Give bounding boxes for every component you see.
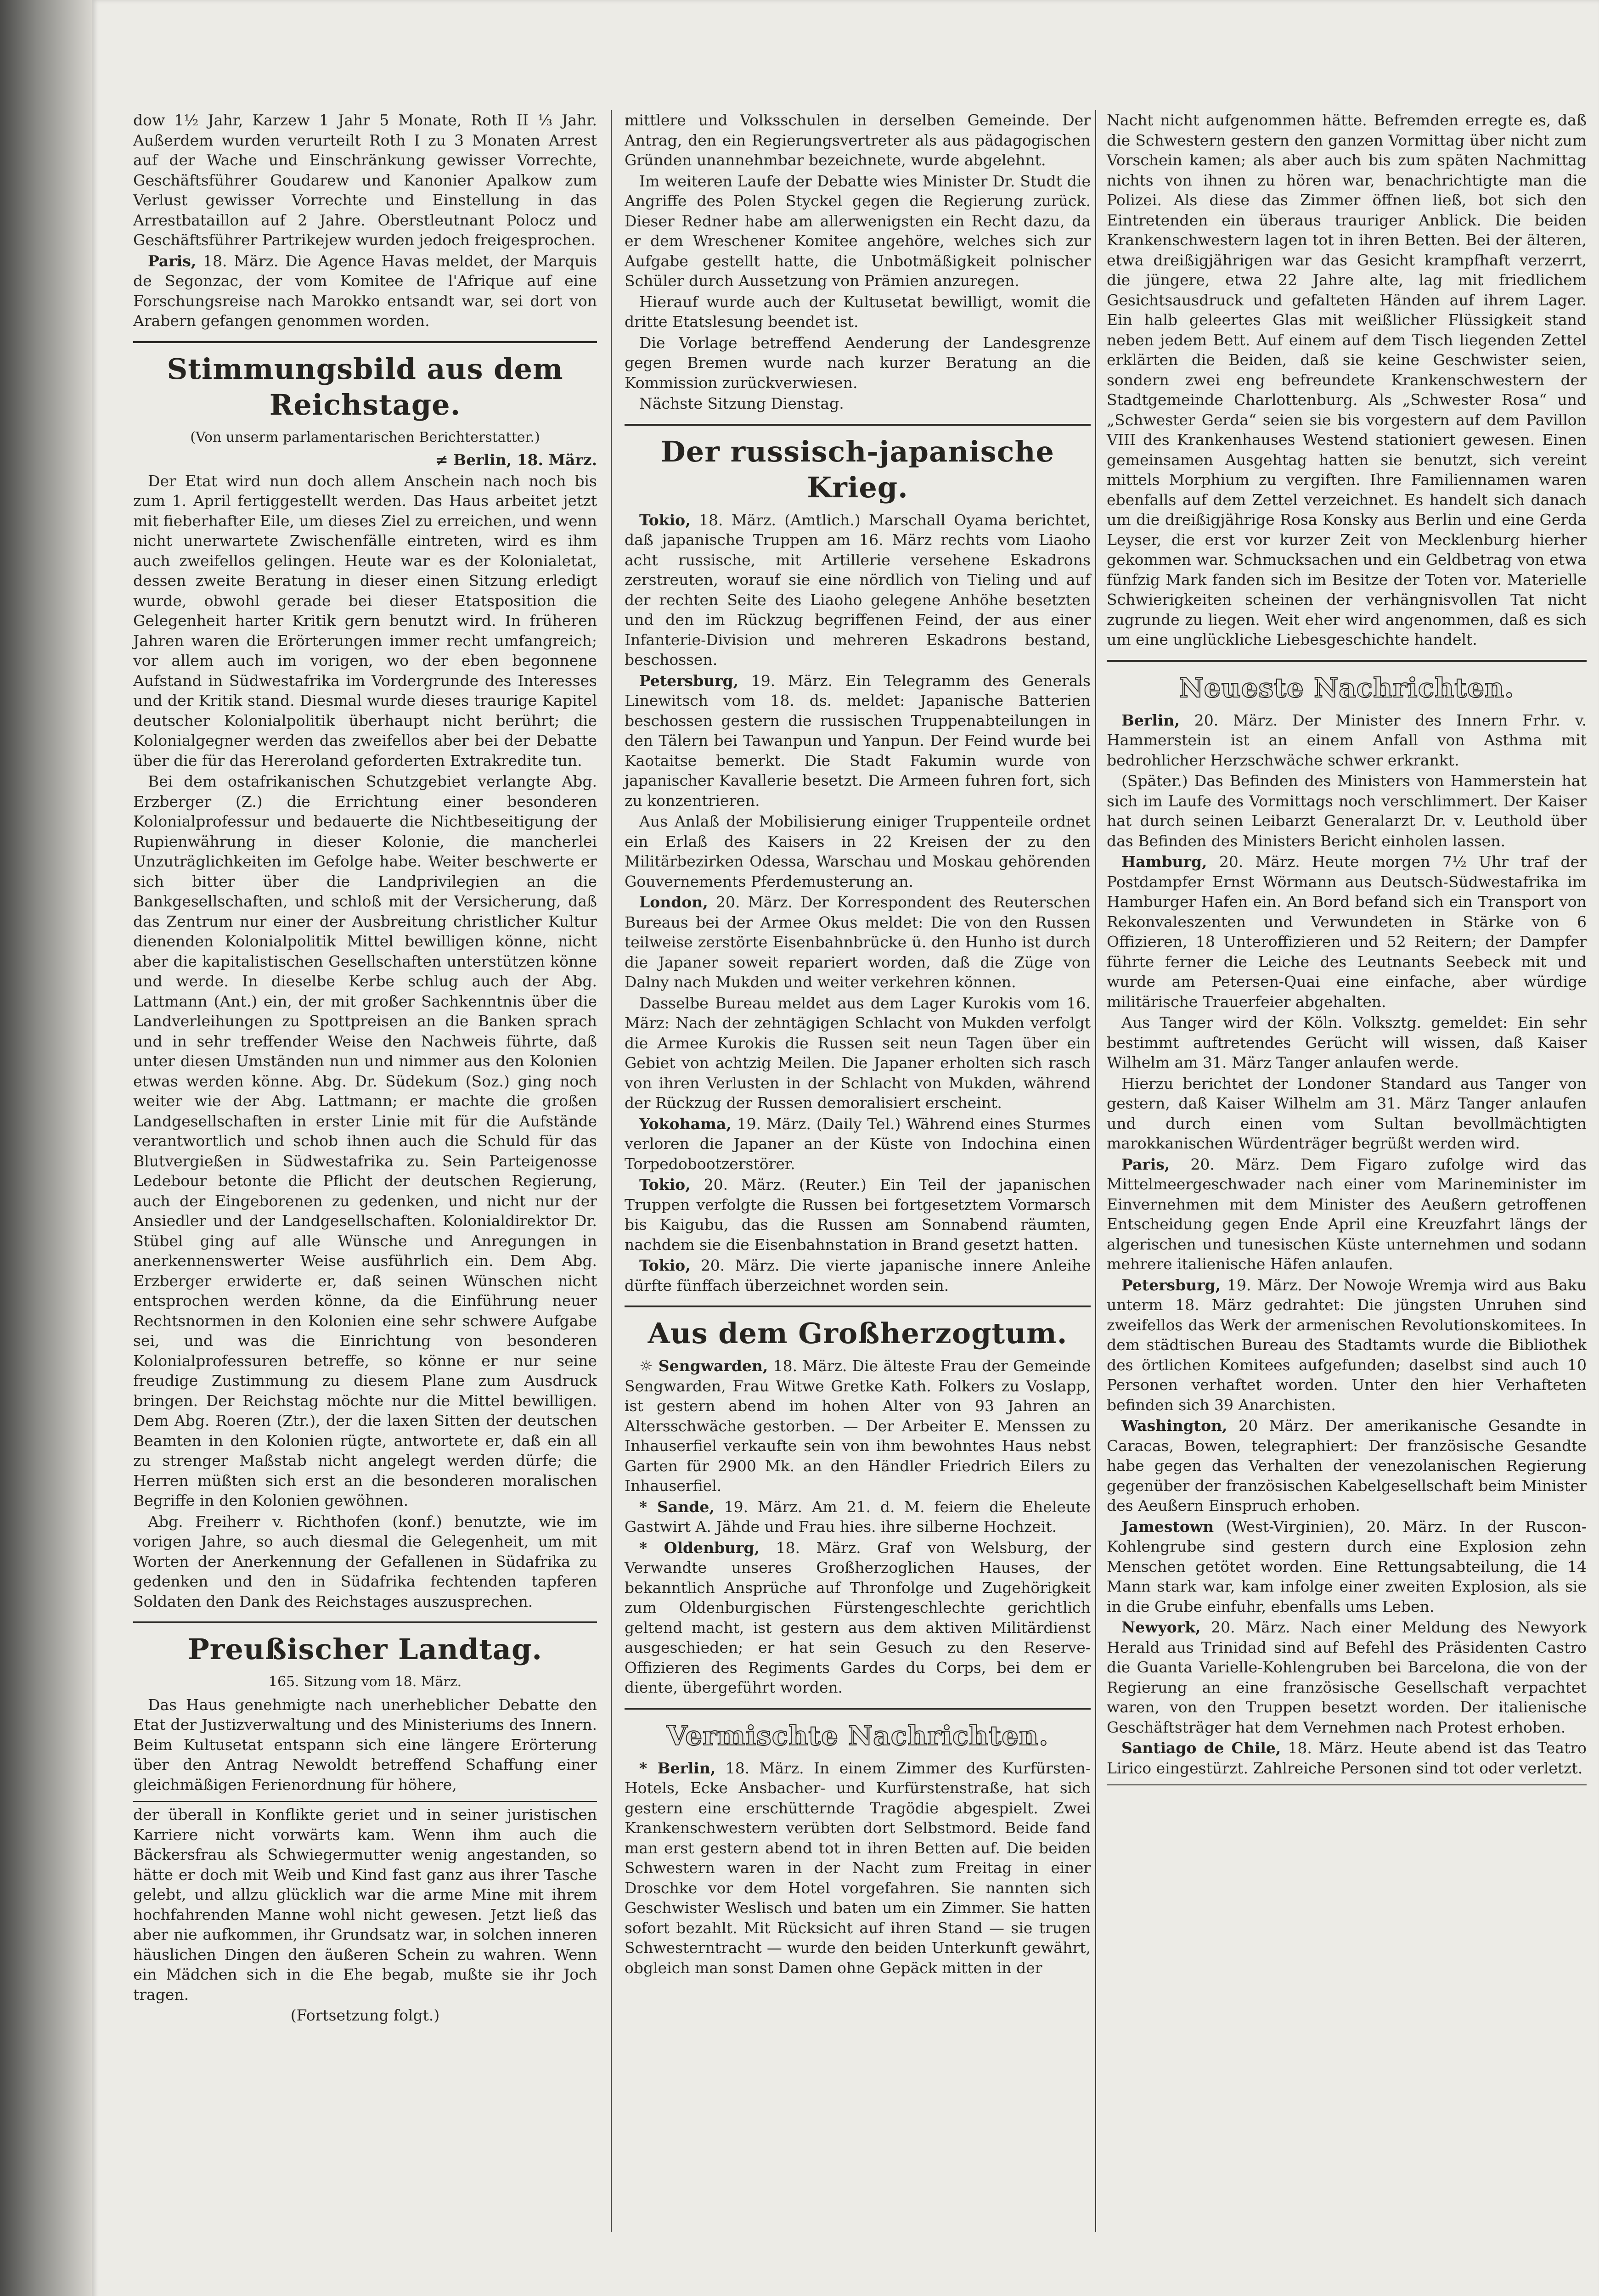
news-item: London, 20. März. Der Korrespondent des Reuterschen Bureaus bei der Armee Okus meldet: Die von den Russen teilweise zerstörte Eisenbahnbrücke ü. den Hunho ist durch die Japaner soweit repariert worden, daß die Züge von Dalny nach Mukden und weiter verkehren können. [625, 893, 1091, 991]
news-text: 18. März. Die Agence Havas meldet, der Marquis de Segonzac, der vom Komitee de l'Afrique auf eine Forschungsreise nach Marokko entsandt war, sei dort von Arabern gefangen genommen worden. [133, 252, 597, 330]
paragraph: Das Haus genehmigte nach unerheblicher Debatte den Etat der Justizverwaltung und des Ministeriums des Innern. Beim Kultusetat entspann sich eine längere Erörterung über den Antrag Newoldt betreffend Schaffung einer gleichmäßigen Ferienordnung für höhere, [133, 1695, 597, 1794]
column-3 [1107, 110, 1587, 1788]
column-divider [611, 110, 612, 2232]
article-continuation: dow 1½ Jahr, Karzew 1 Jahr 5 Monate, Roth II ⅓ Jahr. Außerdem wurden verurteilt Roth I zu 3 Monaten Arrest auf der Wache und Einschränkung gewisser Vorrechte, Geschäftsführer Goudarew und Kanonier Apalkow zum Verlust gewisser Vorrechte und Einstellung in das Arrestbataillon auf 2 Jahre. Oberstleutnant Polocz und Geschäftsführer Partrikejew wurden jedoch freigesprochen. [133, 111, 597, 249]
section-heading: Preußischer Landtag. [188, 1632, 542, 1666]
paragraph: Bei dem ostafrikanischen Schutzgebiet verlangte Abg. Erzberger (Z.) die Errichtung einer besonderen Kolonialprofessur und bedauerte die Nichtbeseitigung der Rupienwährung in dieser Kolonie, die mancherlei Unzuträglichkeiten im Gefolge habe. Weiter beschwerte er sich bitter über die Landprivilegien an die Bankgesellschaften, und schloß mit der Versicherung, daß das Zentrum nur einer der Ausbreitung christlicher Kultur dienenden Kolonialpolitik Mittel bewilligen könne, nicht aber die kapitalistischen Gesellschaften unterstützen könne und werde. In dieselbe Kerbe schlug auch der Abg. Lattmann (Ant.) ein, der mit großer Sachkenntnis über die Landverleihungen zu Spottpreisen an die Banken sprach und in sehr treffender Weise den Nachweis führte, daß unter diesen Umständen nun und nimmer aus den Kolonien etwas werden könne. Abg. Dr. Südekum (Soz.) ging noch weiter wie der Abg. Lattmann; er machte die großen Landgesellschaften in erster Linie mit für die Aufstände verantwortlich und schob ihnen auch die Schuld für das Blutvergießen in Südwestafrika zu. Sein Parteigenosse Ledebour betonte die Pflicht der deutschen Regierung, auch der Eingeborenen zu gedenken, und nicht nur der Ansiedler und der Landgesellschaften. Kolonialdirektor Dr. Stübel ging auf alle Wünsche und Anregungen in anerkennenswerter Weise ausführlich ein. Dem Abg. Erzberger erwiderte er, daß seinen Wünschen nicht entsprochen werden könne, da die Einführung neuer Rechtsnormen in den Kolonien eine sehr schwere Aufgabe sei, und was die Einrichtung von besonderen Kolonialprofessuren betreffe, so könne er nur seine freudige Zustimmung zu diesem Plane zum Ausdruck bringen. Der Reichstag möchte nur die Mittel bewilligen. Dem Abg. Roeren (Ztr.), der die laxen Sitten der deutschen Beamten in den Kolonien rügte, antwortete er, daß ein all zu strenger Maßstab nicht angelegt werden dürfe; die Herren müßten sich erst an die besonderen moralischen Begriffe in den Kolonien gewöhnen. [133, 772, 597, 1509]
news-item: Petersburg, 19. März. Der Nowoje Wremja wird aus Baku unterm 18. März gedrahtet: Die jüngsten Unruhen sind zweifellos das Werk der armenischen Revolutionskomitees. In dem städtischen Bureau des Stadtamts wurde die Bibliothek des örtlichen Komitees aufgefunden; daselbst sind auch 10 Personen verhaftet worden. Unter den hier Verhafteten befinden sich 39 Anarchisten. [1107, 1276, 1587, 1414]
news-item: Hamburg, 20. März. Heute morgen 7½ Uhr traf der Postdampfer Ernst Wörmann aus Deutsch-Südwestafrika im Hamburger Hafen ein. An Bord befand sich ein Transport von Rekonvaleszenten und Verwundeten in Stärke von 6 Offizieren, 18 Unteroffizieren und 52 Reitern; der Dampfer führte ferner die Leiche des Leutnants Seebeck mit und wurde am Petersen-Quai eine einfache, aber würdige militärische Trauerfeier abgehalten. [1107, 853, 1587, 1011]
section-heading: Aus dem Großherzogtum. [647, 1317, 1068, 1350]
section-rule [1107, 660, 1587, 662]
news-item: Dasselbe Bureau meldet aus dem Lager Kurokis vom 16. März: Nach der zehntägigen Schlacht von Mukden verfolgt die Armee Kurokis die Russen seit neun Tagen über ein Gebiet von achtzig Meilen. Die Japaner erholten sich rasch von ihren Verlusten in der Schlacht von Mukden, während der Rückzug der Russen demoralisiert erscheint. [625, 994, 1091, 1112]
news-item: * Sande, 19. März. Am 21. d. M. feiern die Eheleute Gastwirt A. Jähde und Frau hies. ihre silberne Hochzeit. [625, 1497, 1091, 1536]
paragraph: Im weiteren Laufe der Debatte wies Minister Dr. Studt die Angriffe des Polen Styckel gegen die Regierung zurück. Dieser Redner habe am allerwenigsten ein Recht dazu, da er dem Wreschener Komitee angehöre, welches sich zur Aufgabe gestellt hatte, die Unbotmäßigkeit polnischer Schüler durch Aussetzung von Prämien anzuregen. [625, 172, 1091, 290]
news-item: ☼ Sengwarden, 18. März. Die älteste Frau der Gemeinde Sengwarden, Frau Witwe Gretke Kath. Folkers zu Voslapp, ist gestern abend im hohen Alter von 93 Jahren an Altersschwäche gestorben. — Der Arbeiter E. Menssen zu Inhauserfiel verkaufte sein von ihm bewohntes Haus nebst Garten für 2900 Mk. an den Händler Friedrich Eilers zu Inhauserfiel. [625, 1357, 1091, 1495]
column-2 [625, 110, 1091, 1979]
dateline: ≠ Berlin, 18. März. [435, 451, 597, 469]
news-item: Berlin, 20. März. Der Minister des Innern Frhr. v. Hammerstein ist an einem Anfall von Asthma mit bedrohlicher Herzschwäche schwer erkrankt. [1107, 711, 1587, 769]
column-divider [1095, 110, 1096, 2232]
news-item: Aus Tanger wird der Köln. Volksztg. gemeldet: Ein sehr bestimmt auftretendes Gerücht will wissen, daß Kaiser Wilhelm am 31. März Tanger anlaufen werde. [1107, 1013, 1587, 1071]
news-item: * Berlin, 18. März. In einem Zimmer des Kurfürsten-Hotels, Ecke Ansbacher- und Kurfürstenstraße, hat sich gestern eine erschütternde Tragödie abgespielt. Zwei Krankenschwestern verübten dort Selbstmord. Beide fand man erst gestern abend tot in ihren Betten auf. Die beiden Schwestern waren in der Nacht zum Freitag in einer Droschke vor dem Hotel vorgefahren. Sie nannten sich Geschwister Weslisch und baten um ein Zimmer. Sie hatten sofort bezahlt. Mit Rücksicht auf ihren Stand — sie trugen Schwesterntracht — wurde den beiden Unterkunft gewährt, obgleich man sonst Damen ohne Gepäck mitten in der [625, 1759, 1091, 1977]
section-rule [625, 1708, 1091, 1710]
section-heading: Vermischte Nachrichten. [666, 1720, 1049, 1751]
news-item: * Oldenburg, 18. März. Graf von Welsburg, der Verwandte unseres Großherzoglichen Hauses, der bekanntlich Ansprüche auf Thronfolge und Zugehörigkeit zum Oldenburgischen Fürstengeschlechte gerichtlich geltend macht, ist gestern aus dem aktiven Militärdienst ausgeschieden; er hat sein Gesuch zu den Reserve-Offizieren des Regiments Gardes du Corps, bei dem er diente, übergeführt worden. [625, 1538, 1091, 1696]
dateline: Paris, [148, 252, 197, 270]
news-item: Paris, 20. März. Dem Figaro zufolge wird das Mittelmeergeschwader nach einer vom Marineminister im Einvernehmen mit dem Minister des Aeußern getroffenen Entscheidung gegen Ende April eine Kreuzfahrt längs der algerischen und tunesischen Küste unternehmen und sodann mehrere italienische Häfen anlaufen. [1107, 1155, 1587, 1273]
news-item: Aus Anlaß der Mobilisierung einiger Truppenteile ordnet ein Erlaß des Kaisers in 22 Kreisen der zu den Militärbezirken Odessa, Warschau und Moskau gehörenden Gouvernements Pferdemusterung an. [625, 812, 1091, 890]
news-item: Santiago de Chile, 18. März. Heute abend ist das Teatro Lirico eingestürzt. Zahlreiche Personen sind tot oder verletzt. [1107, 1739, 1587, 1777]
news-item: Yokohama, 19. März. (Daily Tel.) Während eines Sturmes verloren die Japaner an der Küste von Indochina einen Torpedobootzerstörer. [625, 1114, 1091, 1173]
news-item: Newyork, 20. März. Nach einer Meldung des Newyork Herald aus Trinidad sind auf Befehl des Präsidenten Castro die Guanta Varielle-Kohlengruben bei Barcelona, die von der Regierung an eine französische Gesellschaft verpachtet waren, von den Truppen besetzt worden. Der italienische Geschäftsträger hat dem Vernehmen nach Protest erhoben. [1107, 1618, 1587, 1736]
section-rule [625, 424, 1091, 426]
continuation-note: (Fortsetzung folgt.) [290, 2006, 440, 2024]
paragraph: Der Etat wird nun doch allem Anschein nach noch bis zum 1. April fertiggestellt werden. Das Haus arbeitet jetzt mit fieberhafter Eile, um dieses Ziel zu erreichen, und wenn nicht unerwartete Zwischenfälle eintreten, wird es ihm auch zweifellos gelingen. Heute war es der Kolonialetat, dessen zweite Beratung in dieser einen Sitzung erledigt wurde, obwohl gerade bei dieser Etatsposition die Gelegenheit harter Kritik gern benutzt wird. In früheren Jahren waren die Erörterungen immer recht umfangreich; vor allem auch im vorigen, wo der eben begonnene Aufstand in Südwestafrika im Vordergrunde des Interesses und der Kritik stand. Diesmal wurde dieses traurige Kapitel deutscher Kolonialpolitik überhaupt nicht berührt; die Kolonialgegner werden das zweifellos aber bei der Debatte über die für das Hereroland geforderten Extrakredite tun. [133, 472, 597, 770]
news-item: Hierzu berichtet der Londoner Standard aus Tanger von gestern, daß Kaiser Wilhelm am 31. März Tanger anlaufen und durch einen vom Sultan bevollmächtigten marokkanischen Würdenträger begrüßt werden wird. [1107, 1074, 1587, 1152]
article-continuation: Nacht nicht aufgenommen hätte. Befremden erregte es, daß die Schwestern gestern den ganzen Vormittag über nicht zum Vorschein kamen; als aber auch bis zum späten Nachmittag nichts von ihnen zu hören war, benachrichtigte man die Polizei. Als diese das Zimmer öffnen ließ, bot sich den Eintretenden ein überaus trauriger Anblick. Die beiden Krankenschwestern lagen tot in ihren Betten. Bei der älteren, etwa dreißigjährigen war das Gesicht krampfhaft verzerrt, die jüngere, etwa 22 Jahre alte, lag mit friedlichem Gesichtsausdruck und gefalteten Händen auf ihrem Lager. Ein halb geleertes Glas mit weißlicher Flüssigkeit stand neben jedem Bett. Auf einem auf dem Tisch liegenden Zettel erklärten die Beiden, daß sie keine Geschwister seien, sondern zwei eng befreundete Krankenschwestern der Stadtgemeinde Charlottenburg. Als „Schwester Rosa“ und „Schwester Gerda“ seien sie bis vorgestern auf dem Pavillon VIII des Krankenhauses Westend stationiert gewesen. Einen gemeinsamen Ausgehtag hatten sie benutzt, sich vereint mittels Morphium zu vergiften. Ihre Familiennamen waren ebenfalls auf dem Zettel verzeichnet. Es handelt sich danach um die dreißigjährige Rosa Konsky aus Berlin und eine Gerda Leyser, die erst vor kurzer Zeit von Mecklenburg hierher gekommen war. Schmucksachen und ein Geldbetrag von etwa fünfzig Mark fanden sich im Besitze der Toten vor. Materielle Schwierigkeiten scheinen der verhängnisvollen Tat nicht zugrunde zu liegen. Weit eher wird angenommen, daß es sich um eine unglückliche Liebesgeschichte handelt. [1107, 111, 1587, 648]
feuilleton-text: der überall in Konflikte geriet und in seiner juristischen Karriere nicht vorwärts kam. Wenn ihm auch die Bäckersfrau als Schwiegermutter wenig angestanden, so hätte er doch mit Weib und Kind fast ganz aus ihrer Tasche gelebt, und allzu glücklich war die arme Mine mit ihrem hochfahrenden Manne wohl nicht gewesen. Jetzt ließ das aber nie aufkommen, ihr Grundsatz war, in solchen inneren häuslichen Dingen den äußeren Schein zu wahren. Wenn ein Mädchen sich in die Ehe begab, mußte sie ihr Joch tragen. [133, 1806, 597, 2003]
section-rule [625, 1306, 1091, 1307]
section-subheading: 165. Sitzung vom 18. März. [268, 1674, 462, 1690]
news-item: Jamestown (West-Virginien), 20. März. In der Ruscon-Kohlengrube sind gestern durch eine Explosion zehn Menschen getötet worden. Eine Rettungsabteilung, die 14 Mann stark war, kam infolge einer zweiten Explosion, als sie in die Grube einfuhr, ebenfalls ums Leben. [1107, 1517, 1587, 1615]
end-rule [1107, 1784, 1587, 1785]
section-rule [133, 1621, 597, 1623]
news-item: Tokio, 20. März. Die vierte japanische innere Anleihe dürfte fünffach überzeichnet worden sein. [625, 1256, 1091, 1294]
feuilleton-rule [133, 1801, 597, 1802]
news-item: Tokio, 18. März. (Amtlich.) Marschall Oyama berichtet, daß japanische Truppen am 16. März rechts vom Liaoho acht russische, mit Artillerie versehene Eskadrons zerstreuten, worauf sie eine nördlich von Tieling und auf der rechten Seite des Liaoho gelegene Anhöhe besetzten und den im Rückzug begriffenen Feind, der aus einer Infanterie-Division und mehreren Eskadrons bestand, beschossen. [625, 511, 1091, 669]
news-item: Tokio, 20. März. (Reuter.) Ein Teil der japanischen Truppen verfolgte die Russen bei fortgesetztem Vormarsch bis Kaigubu, das die Russen am Sonnabend räumten, nachdem sie die Eisenbahnstation in Brand gesetzt hatten. [625, 1176, 1091, 1254]
column-1 [133, 110, 597, 2026]
section-subheading: (Von unserm parlamentarischen Berichterstatter.) [190, 429, 540, 445]
section-rule [133, 341, 597, 343]
page-binding-shadow [0, 0, 92, 2296]
article-continuation: mittlere und Volksschulen in derselben Gemeinde. Der Antrag, den ein Regierungsvertreter als aus pädagogischen Gründen unannehmbar bezeichnete, wurde abgelehnt. [625, 111, 1091, 169]
section-heading: Neueste Nachrichten. [1179, 672, 1515, 703]
news-item: Washington, 20 März. Der amerikanische Gesandte in Caracas, Bowen, telegraphiert: Der französische Gesandte habe gegen das Verhalten der venezolanischen Regierung gegenüber der französischen Kabelgesellschaft beim Minister des Aeußern Einspruch erhoben. [1107, 1417, 1587, 1514]
paragraph: Abg. Freiherr v. Richthofen (konf.) benutzte, wie im vorigen Jahre, so auch diesmal die Gelegenheit, um mit Worten der Anerkennung der Gefallenen in Südafrika zu gedenken und den in Südafrika fechtenden tapferen Soldaten den Dank des Reichstages auszusprechen. [133, 1512, 597, 1610]
section-heading: Der russisch-japanische Krieg. [661, 434, 1054, 504]
paragraph: Die Vorlage betreffend Aenderung der Landesgrenze gegen Bremen wurde nach kurzer Beratung an die Kommission zurückverwiesen. [625, 333, 1091, 392]
news-item: (Später.) Das Befinden des Ministers von Hammerstein hat sich im Laufe des Vormittags noch verschlimmert. Der Kaiser hat durch seinen Leibarzt Generalarzt Dr. v. Leuthold über das Befinden des Ministers Bericht einholen lassen. [1107, 772, 1587, 850]
paragraph: Nächste Sitzung Dienstag. [639, 394, 844, 412]
news-item: Petersburg, 19. März. Ein Telegramm des Generals Linewitsch vom 18. ds. meldet: Japanische Batterien beschossen gestern die russischen Truppenabteilungen in den Tälern bei Tawanpun und Yanpun. Der Feind wurde bei Kaotaitse bemerkt. Die Stadt Fakumin wurde von japanischer Kavallerie besetzt. Die Armeen fuhren fort, sich zu konzentrieren. [625, 671, 1091, 810]
paragraph: Hierauf wurde auch der Kultusetat bewilligt, womit die dritte Etatslesung beendet ist. [625, 293, 1091, 331]
news-item [133, 251, 597, 331]
section-heading: Stimmungsbild aus dem Reichstage. [167, 352, 563, 422]
